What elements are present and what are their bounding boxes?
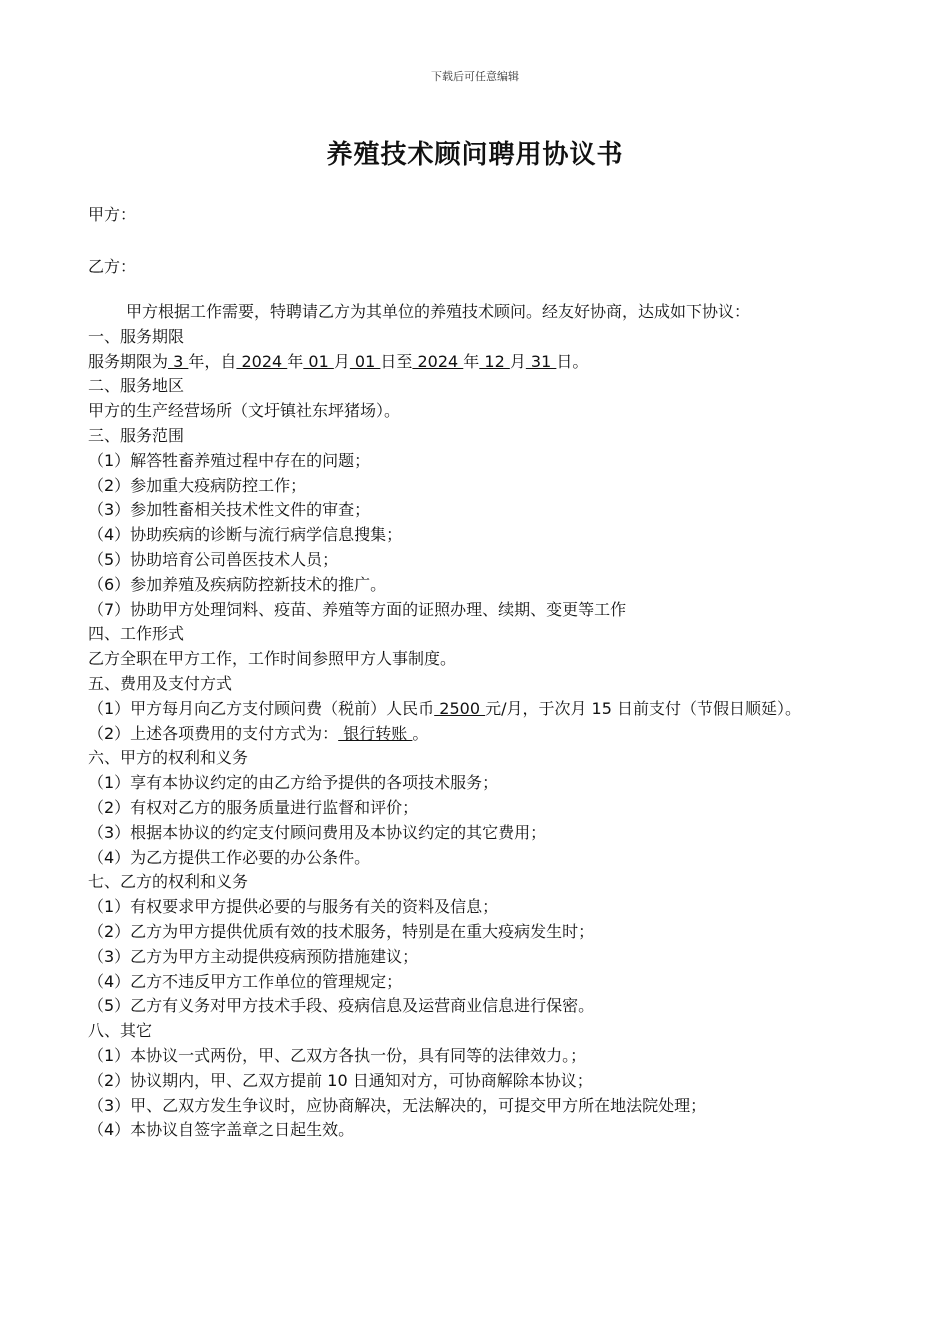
end-day-field: 31: [525, 351, 557, 371]
list-item: （4）协助疾病的诊断与流行病学信息搜集；: [88, 525, 403, 545]
section-heading: 七、乙方的权利和义务: [88, 872, 249, 892]
section-heading: 五、费用及支付方式: [88, 673, 233, 693]
section-heading: 一、服务期限: [88, 326, 185, 346]
list-item: （6）参加养殖及疾病防控新技术的推广。: [88, 574, 387, 594]
list-item: （1）本协议一式两份，甲、乙双方各执一份，具有同等的法律效力。；: [88, 1045, 587, 1065]
payment-method-clause: （2）上述各项费用的支付方式为： 银行转账 。: [88, 723, 429, 743]
work-form-text: 乙方全职在甲方工作，工作时间参照甲方人事制度。: [88, 649, 457, 669]
end-year-field: 2024: [412, 351, 464, 371]
years-field: 3: [168, 351, 189, 371]
section-heading: 四、工作形式: [88, 624, 185, 644]
list-item: （1）有权要求甲方提供必要的与服务有关的资料及信息；: [88, 897, 499, 917]
fee-amount-field: 2500: [434, 698, 486, 718]
list-item: （2）参加重大疫病防控工作；: [88, 475, 307, 495]
service-area-text: 甲方的生产经营场所（文圩镇社东坪猪场）。: [88, 401, 401, 421]
start-month-field: 01: [303, 351, 334, 371]
list-item: （2）协议期内，甲、乙双方提前 10 日通知对方，可协商解除本协议；: [88, 1070, 593, 1090]
party-b-label: 乙方：: [88, 257, 137, 276]
section-heading: 六、甲方的权利和义务: [88, 748, 249, 768]
list-item: （1）享有本协议约定的由乙方给予提供的各项技术服务；: [88, 773, 499, 793]
start-day-field: 01: [349, 351, 381, 371]
list-item: （4）为乙方提供工作必要的办公条件。: [88, 847, 371, 867]
start-year-field: 2024: [236, 351, 288, 371]
section-heading: 三、服务范围: [88, 425, 185, 445]
list-item: （2）有权对乙方的服务质量进行监督和评价；: [88, 797, 419, 817]
list-item: （3）甲、乙双方发生争议时，应协商解决，无法解决的，可提交甲方所在地法院处理；: [88, 1095, 707, 1115]
list-item: （3）乙方为甲方主动提供疫病预防措施建议；: [88, 946, 419, 966]
list-item: （5）乙方有义务对甲方技术手段、疫病信息及运营商业信息进行保密。: [88, 996, 595, 1016]
party-a-label: 甲方：: [88, 205, 137, 224]
list-item: （7）协助甲方处理饲料、疫苗、养殖等方面的证照办理、续期、变更等工作: [88, 599, 627, 619]
payment-method-field: 银行转账: [338, 723, 413, 743]
list-item: （1）解答牲畜养殖过程中存在的问题；: [88, 450, 371, 470]
document-body: [88, 300, 873, 1143]
intro-paragraph: 甲方根据工作需要，特聘请乙方为其单位的养殖技术顾问。经友好协商，达成如下协议：: [126, 302, 751, 321]
service-period-line: 服务期限为 3 年，自 2024 年 01 月 01 日至 2024 年 12 月 31 日。: [88, 351, 589, 371]
list-item: （2）乙方为甲方提供优质有效的技术服务，特别是在重大疫病发生时；: [88, 921, 595, 941]
list-item: （4）乙方不违反甲方工作单位的管理规定；: [88, 971, 403, 991]
list-item: （3）根据本协议的约定支付顾问费用及本协议约定的其它费用；: [88, 822, 547, 842]
fee-clause: （1）甲方每月向乙方支付顾问费（税前）人民币 2500 元/月，于次月 15 日前支付（节假日顺延）。: [88, 698, 802, 718]
list-item: （5）协助培育公司兽医技术人员；: [88, 549, 339, 569]
end-month-field: 12: [479, 351, 510, 371]
list-item: （3）参加牲畜相关技术性文件的审查；: [88, 500, 371, 520]
list-item: （4）本协议自签字盖章之日起生效。: [88, 1120, 355, 1140]
page-header: 下载后可任意编辑: [431, 70, 519, 83]
document-title: 养殖技术顾问聘用协议书: [326, 140, 624, 170]
section-heading: 八、其它: [88, 1021, 153, 1041]
section-heading: 二、服务地区: [88, 376, 185, 396]
